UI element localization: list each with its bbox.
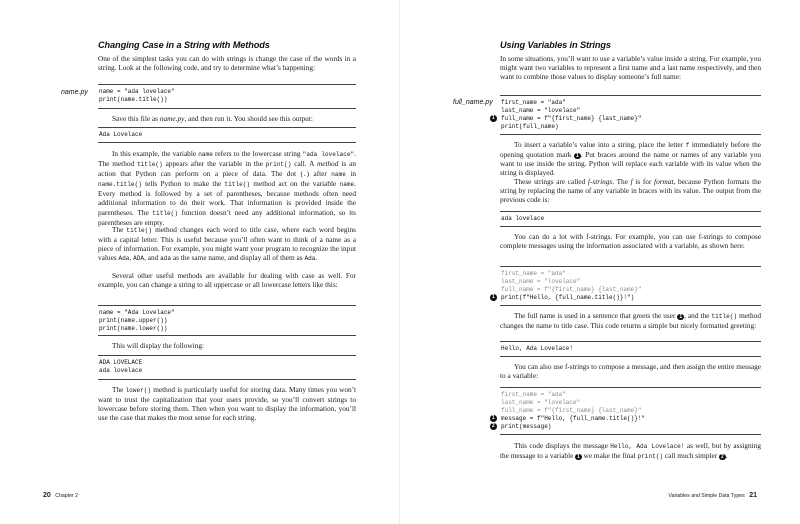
code-lines (501, 99, 641, 131)
code-line: full_name = f"{first_name} {last_name}" (501, 114, 642, 122)
code-lines (99, 88, 175, 104)
callout-1-icon: 1 (491, 294, 495, 300)
paragraph-fstrings: These strings are called f-strings. The f is for format, because Python formats the string by replacing the name of any variable in braces with its value. The output from the previous code is: (500, 177, 761, 205)
code-line: message = f"Hello, {full_name.title()}!" (501, 414, 646, 422)
code-line: print(full_name) (501, 122, 559, 130)
page-number: 20 (43, 492, 51, 499)
paragraph-title-method: The title() method changes each word to title case, where each word begins with a capital letter. This is useful because you’ll often want to think of a name as a piece of information. For example, you might want your program to recognize the input values Ada, ADA, and ada as the same name, and display all of them as Ada. (98, 225, 356, 263)
page-number: 21 (749, 492, 757, 499)
code-line: print(f"Hello, {full_name.title()}!") (501, 293, 635, 301)
output-line: ADA LOVELACE (99, 359, 143, 366)
intro-paragraph: One of the simplest tasks you can do with strings is change the case of the words in a string. Look at the following code, and try to determine what’s happening: (98, 54, 356, 73)
code-block (491, 266, 761, 306)
paragraph-display: This will display the following: (112, 341, 205, 350)
callout-1-icon: 1 (491, 115, 495, 121)
paragraph-lower-method: The lower() method is particularly useful for storing data. Many times you won’t want to trust the capitalization that your users provide, so you’ll convert strings to lowercase before storing them. Then when you want to display the information, you’ll use the case that makes the most sense for each string. (98, 385, 356, 423)
chapter-label: Chapter 2 (55, 493, 79, 499)
paragraph-insert: To insert a variable’s value into a string, place the letter f immediately before the opening quotation mark 1 . Put braces around the name or names of any variable you want to use inside the string. Python will replace each variable with its value when the string is displayed. (500, 140, 761, 178)
code-line: full_name = f"{first_name} {last_name}" (501, 285, 642, 293)
code-line: name = "ada lovelace" (99, 88, 175, 95)
output-line: Ada Lovelace (99, 131, 143, 138)
output-lines (99, 359, 142, 375)
output-block (500, 341, 761, 357)
code-line: first_name = "ada" (501, 270, 566, 277)
right-page (400, 0, 800, 524)
margin-label: name.py (61, 89, 88, 96)
callout-2-icon: 2 (720, 453, 724, 460)
code-lines (501, 270, 641, 302)
page-footer (40, 492, 78, 499)
code-line: full_name = f"{first_name} {last_name}" (501, 406, 642, 414)
code-line: last_name = "lovelace" (501, 277, 581, 285)
callout-2-icon: 2 (491, 423, 495, 429)
code-line: first_name = "ada" (501, 391, 566, 398)
chapter-label: Variables and Simple Data Types (668, 493, 745, 499)
output-block (98, 355, 356, 380)
paragraph-other-methods: Several other useful methods are available for dealing with case as well. For example, you can change a string to all uppercase or all lowercase letters like this: (98, 271, 356, 290)
callout-1-icon: 1 (575, 152, 579, 159)
paragraph-full-name: The full name is used in a sentence that greets the user 1 , and the title() method changes the name to title case. This code returns a simple but nicely formatted greeting: (500, 311, 762, 331)
output-line: ada lovelace (99, 366, 143, 374)
code-block (98, 305, 356, 336)
callout-1-icon: 1 (679, 313, 683, 320)
code-block (98, 84, 356, 109)
code-line: first_name = "ada" (501, 99, 566, 106)
output-block (98, 127, 356, 143)
code-line: last_name = "lovelace" (501, 398, 581, 406)
code-line: print(message) (501, 422, 552, 430)
margin-label: full_name.py (453, 99, 493, 106)
code-line: print(name.lower()) (99, 324, 168, 332)
output-line: Hello, Ada Lovelace! (501, 345, 574, 352)
section-heading: Using Variables in Strings (500, 40, 611, 50)
code-line: print(name.upper()) (99, 316, 168, 324)
code-block (491, 95, 761, 135)
output-block (500, 211, 761, 227)
code-line: name = "Ada Lovelace" (99, 309, 175, 316)
paragraph-save: Save this file as name.py, and then run it. You should see this output: (112, 114, 313, 123)
intro-paragraph: In some situations, you’ll want to use a variable’s value inside a string. For example, you might want two variables to represent a first name and a last name respectively, and then want to combine those values to display someone’s full name: (500, 54, 761, 82)
output-line: ada lovelace (501, 215, 545, 222)
paragraph-message: This code displays the message Hello, Ada Lovelace! as well, but by assigning the message to a variable 1 we make the final print() call much simpler 2 . (500, 441, 762, 461)
paragraph-compose: You can do a lot with f-strings. For example, you can use f-strings to compose complete messages using the information associated with a variable, as shown here: (500, 232, 761, 251)
paragraph-assign: You can also use f-strings to compose a message, and then assign the entire message to a variable: (500, 362, 761, 381)
code-lines (99, 309, 175, 333)
code-lines (501, 391, 645, 431)
callout-1-icon: 1 (577, 453, 580, 460)
callout-1-icon: 1 (491, 415, 495, 421)
code-block (491, 387, 761, 435)
section-heading: Changing Case in a String with Methods (98, 40, 270, 50)
page-footer (669, 492, 760, 499)
code-line: last_name = "lovelace" (501, 106, 581, 114)
paragraph-example: In this example, the variable name refers to the lowercase string "ada lovelace". The method title() appears after the variable in the print() call. A method is an action that Python can perform on a piece of data. The dot (.) after name in name.title() tells Python to make the title() method act on the variable name. Every method is followed by a set of parentheses, because methods often need additional information to do their work. That information is provided inside the parentheses. The title() function doesn’t need any additional information, so its parentheses are empty. (98, 149, 357, 227)
code-line: print(name.title()) (99, 95, 168, 103)
